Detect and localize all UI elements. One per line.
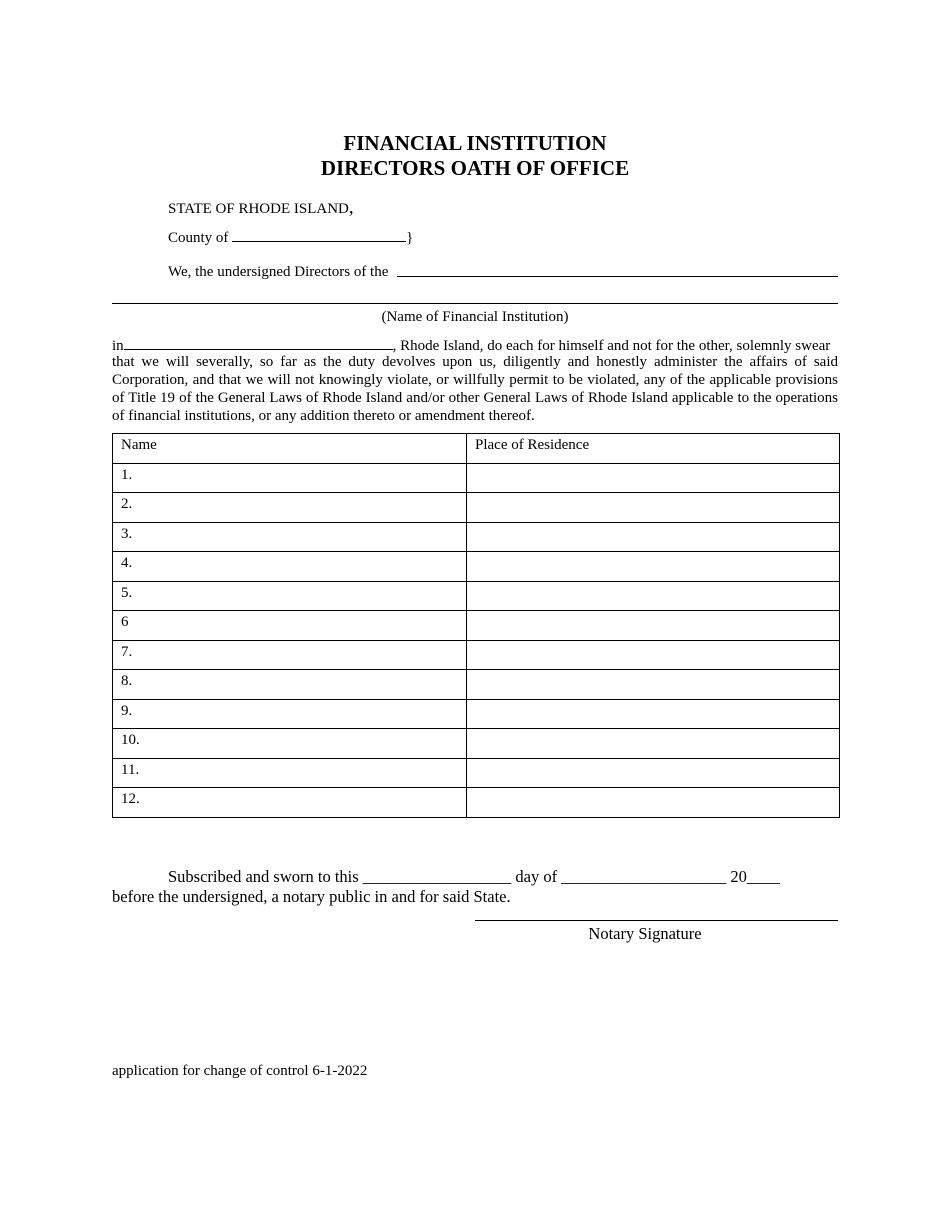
notary-signature-label: Notary Signature xyxy=(588,924,702,943)
form-title-line-2: DIRECTORS OATH OF OFFICE xyxy=(320,156,630,180)
county-field[interactable] xyxy=(232,227,406,242)
residence-cell[interactable] xyxy=(467,463,840,493)
city-field[interactable] xyxy=(124,335,393,350)
footer-text: application for change of control 6-1-2022 xyxy=(112,1063,368,1079)
name-cell[interactable]: 12. xyxy=(113,788,467,818)
institution-name-field-1[interactable] xyxy=(397,276,838,277)
table-row xyxy=(113,670,840,700)
name-cell[interactable]: 7. xyxy=(113,640,467,670)
form-title-line-1: FINANCIAL INSTITUTION xyxy=(343,131,607,155)
table-row xyxy=(113,788,840,818)
residence-cell[interactable] xyxy=(467,581,840,611)
directors-intro: We, the undersigned Directors of the xyxy=(168,264,389,280)
header-name: Name xyxy=(113,434,467,464)
county-brace: } xyxy=(406,230,414,246)
institution-name-field-2[interactable] xyxy=(112,303,838,304)
name-cell[interactable]: 11. xyxy=(113,758,467,788)
oath-first-line xyxy=(112,335,839,355)
state-label xyxy=(168,199,354,218)
state-comma: , xyxy=(348,197,354,218)
subscribed-line: Subscribed and sworn to this __________________ day of ____________________ 20____ xyxy=(168,867,780,886)
table-row xyxy=(113,581,840,611)
directors-table xyxy=(112,433,840,818)
name-cell[interactable]: 4. xyxy=(113,552,467,582)
table-row xyxy=(113,522,840,552)
para-in: in xyxy=(112,338,124,354)
residence-cell[interactable] xyxy=(467,552,840,582)
table-row xyxy=(113,552,840,582)
residence-cell[interactable] xyxy=(467,522,840,552)
residence-cell[interactable] xyxy=(467,640,840,670)
institution-caption: (Name of Financial Institution) xyxy=(381,309,569,325)
name-cell[interactable]: 2. xyxy=(113,493,467,523)
name-cell[interactable]: 1. xyxy=(113,463,467,493)
residence-cell[interactable] xyxy=(467,699,840,729)
oath-paragraph: that we will severally, so far as the duty devolves upon us, diligently and honestly administer the affairs of said Corporation, and that we will not knowingly violate, or willfully permit to be violated, any of the applicable provisions of Title 19 of the General Laws of Rhode Island and/or other General Laws of Rhode Island applicable to the operations of financial institutions, or any addition thereto or amendment thereof. xyxy=(112,354,838,424)
before-line: before the undersigned, a notary public in and for said State. xyxy=(112,887,511,906)
name-cell[interactable]: 9. xyxy=(113,699,467,729)
name-cell[interactable]: 8. xyxy=(113,670,467,700)
table-row xyxy=(113,640,840,670)
name-cell[interactable]: 5. xyxy=(113,581,467,611)
residence-cell[interactable] xyxy=(467,493,840,523)
residence-cell[interactable] xyxy=(467,758,840,788)
notary-signature-field[interactable] xyxy=(475,920,838,921)
table-row xyxy=(113,699,840,729)
table-row xyxy=(113,493,840,523)
table-row xyxy=(113,729,840,759)
state-name: STATE OF RHODE ISLAND xyxy=(168,201,349,217)
county-line xyxy=(168,227,413,247)
name-cell[interactable]: 3. xyxy=(113,522,467,552)
residence-cell[interactable] xyxy=(467,670,840,700)
name-cell[interactable]: 6 xyxy=(113,611,467,641)
name-cell[interactable]: 10. xyxy=(113,729,467,759)
table-row xyxy=(113,463,840,493)
header-residence: Place of Residence xyxy=(467,434,840,464)
residence-cell[interactable] xyxy=(467,611,840,641)
table-header-row xyxy=(113,434,840,464)
residence-cell[interactable] xyxy=(467,788,840,818)
table-row xyxy=(113,758,840,788)
para-first-line-rest: , Rhode Island, do each for himself and not for the other, solemnly swear xyxy=(392,338,831,354)
county-label: County of xyxy=(168,230,229,246)
table-row xyxy=(113,611,840,641)
residence-cell[interactable] xyxy=(467,729,840,759)
